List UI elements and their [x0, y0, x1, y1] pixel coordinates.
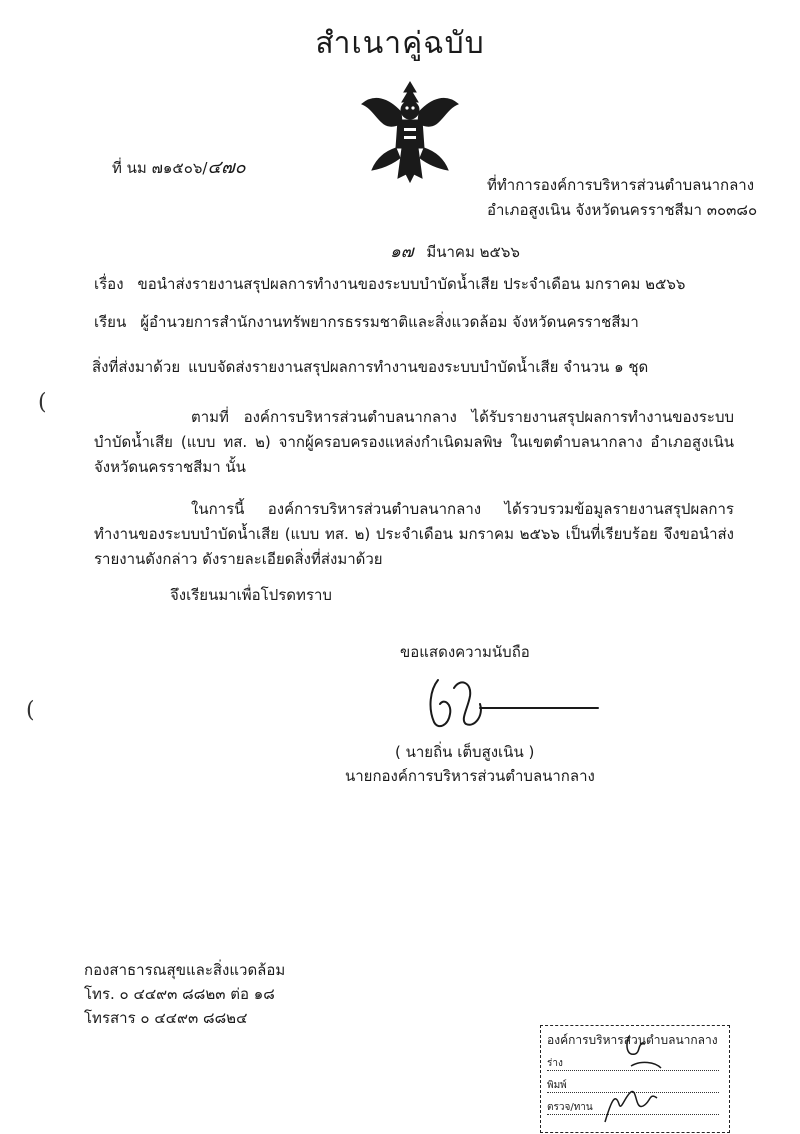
- enclosure-text: แบบจัดส่งรายงานสรุปผลการทำงานของระบบบำบัดน้ำเสีย จำนวน ๑ ชุด: [188, 358, 649, 376]
- signatory-name: ( นายถิ่น เต็บสูงเนิน ): [395, 743, 535, 761]
- date-handwritten-day: ๑๗: [390, 242, 414, 262]
- garuda-emblem-icon: [358, 78, 462, 184]
- document-date: [390, 238, 520, 265]
- stamp-initials-icon: [601, 1032, 721, 1128]
- subject-text: ขอนำส่งรายงานสรุปผลการทำงานของระบบบำบัดน้ำเสีย ประจำเดือน มกราคม ๒๕๖๖: [137, 275, 686, 293]
- approval-stamp: [540, 1025, 730, 1133]
- sender-address-line1: ที่ทำการองค์การบริหารส่วนตำบลนากลาง: [487, 176, 755, 194]
- enclosure-label: สิ่งที่ส่งมาด้วย: [92, 358, 181, 376]
- subject-label: เรื่อง: [94, 275, 124, 293]
- enclosure-line: [92, 355, 648, 379]
- margin-punch-mark-1: (: [38, 390, 47, 415]
- signatory-position: นายกองค์การบริหารส่วนตำบลนากลาง: [345, 767, 595, 785]
- office-fax: โทรสาร ๐ ๔๔๙๓ ๘๘๒๔: [84, 1009, 248, 1027]
- body-paragraph-3: จึงเรียนมาเพื่อโปรดทราบ: [170, 586, 332, 604]
- recipient-text: ผู้อำนวยการสำนักงานทรัพยากรธรรมชาติและสิ่งแวดล้อม จังหวัดนครราชสีมา: [140, 313, 639, 331]
- office-phone: โทร. ๐ ๔๔๙๓ ๘๘๒๓ ต่อ ๑๘: [84, 985, 275, 1003]
- closing-text: ขอแสดงความนับถือ: [400, 643, 530, 661]
- body-paragraph-1: ตามที่ องค์การบริหารส่วนตำบลนากลาง ได้รับรายงานสรุปผลการทำงานของระบบบำบัดน้ำเสีย (แบบ ทส. ๒) จากผู้ครอบครองแหล่งกำเนิดมลพิษ ในเขตตำบลนากลาง อำเภอสูงเนิน จังหวัดนครราชสีมา นั้น: [94, 408, 734, 476]
- stamp-row-draft: ร่าง: [547, 1056, 719, 1071]
- reference-label: ที่ นม ๗๑๕๐๖/: [112, 159, 208, 177]
- document-header-title: สำเนาคู่ฉบับ: [315, 26, 485, 61]
- handwritten-signature: [420, 668, 600, 738]
- reference-handwritten-number: ๔๗๐: [207, 157, 246, 178]
- stamp-row-typed: พิมพ์: [547, 1078, 719, 1093]
- margin-punch-mark-2: (: [26, 698, 35, 723]
- recipient-label: เรียน: [94, 313, 127, 331]
- body-paragraph-2: ในการนี้ องค์การบริหารส่วนตำบลนากลาง ได้รวบรวมข้อมูลรายงานสรุปผลการทำงานของระบบบำบัดน้ำเสีย (แบบ ทส. ๒) ประจำเดือน มกราคม ๒๕๖๖ เป็นที่เรียบร้อย จึงขอนำส่งรายงานดังกล่าว ดังรายละเอียดสิ่งที่ส่งมาด้วย: [94, 500, 734, 568]
- subject-line: [94, 272, 685, 296]
- recipient-line: [94, 310, 639, 334]
- office-department: กองสาธารณสุขและสิ่งแวดล้อม: [84, 961, 286, 979]
- stamp-title: องค์การบริหารส่วนตำบลนากลาง: [547, 1033, 718, 1047]
- sender-address-line2: อำเภอสูงเนิน จังหวัดนครราชสีมา ๓๐๓๘๐: [487, 201, 758, 219]
- document-reference-number: [112, 152, 246, 181]
- stamp-row-checked: ตรวจ/ทาน: [547, 1100, 719, 1115]
- date-month-year: มีนาคม ๒๕๖๖: [426, 243, 520, 261]
